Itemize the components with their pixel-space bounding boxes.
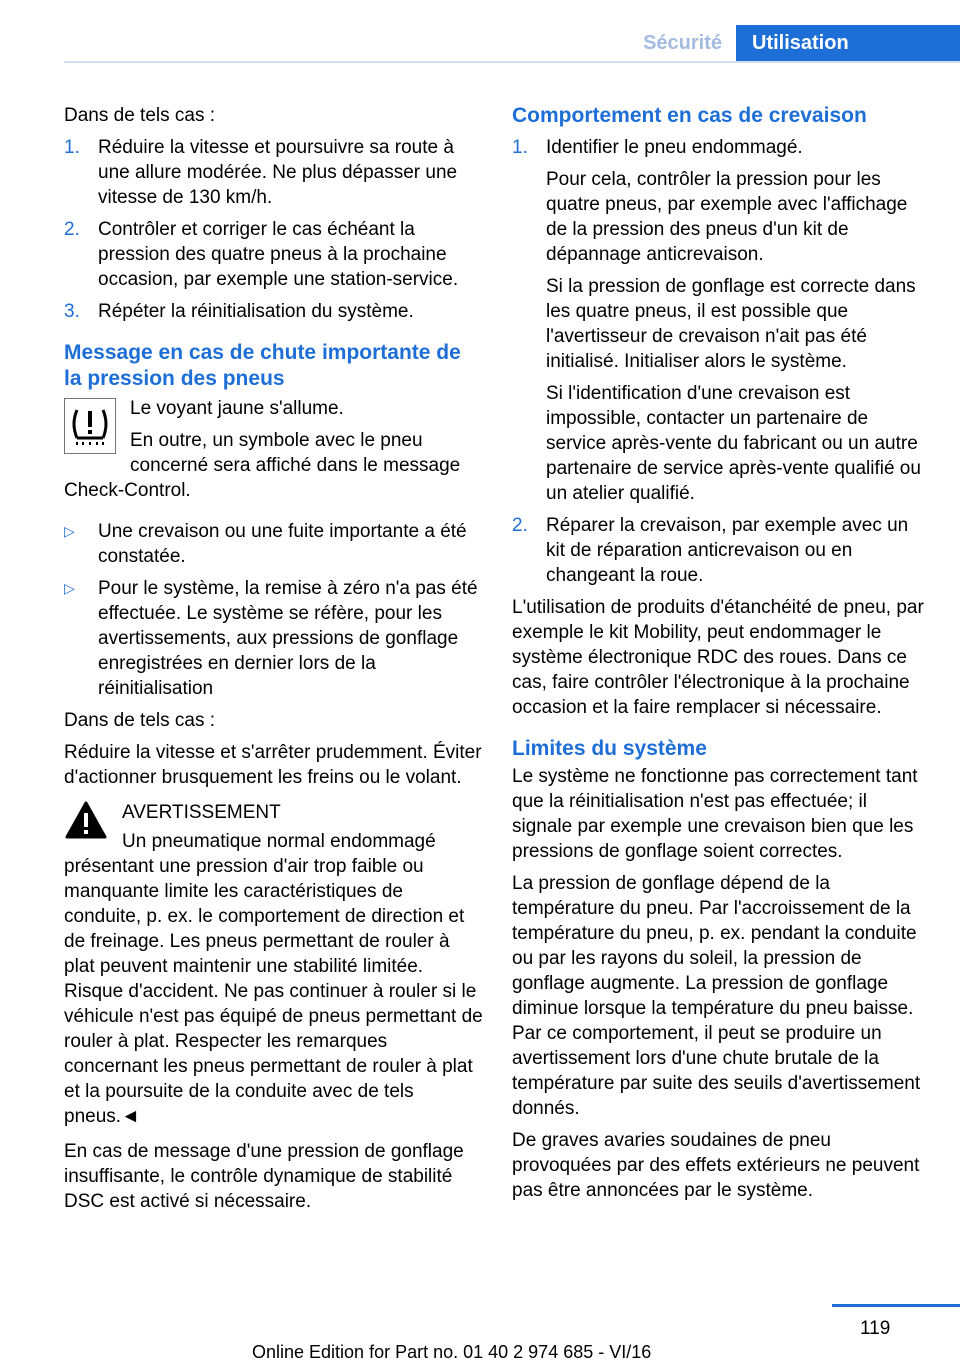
limits-text-2: La pression de gonflage dépend de la température du pneu. Par l'accroissement de la température du pneu, p. ex. pendant la conduite ou par les rayons du soleil, la pression de gonflage augmente. La pression de gonflage diminue lorsque la température du pneu baisse. Par ce comportement, il peut se produire un avertissement lors d'une chute brutale de la température par suite des seuils d'avertissement donnés.: [512, 873, 921, 1119]
list-text: Contrôler et corriger le cas échéant la pression des quatre pneus à la prochaine occasion, par exemple une station-service.: [98, 219, 459, 290]
right-column: [512, 103, 932, 1210]
step-paragraph: Si l'identification d'une crevaison est impossible, contacter un partenaire de service après-vente du fabricant ou un autre partenaire de service après-vente qualifié ou un atelier qualifié.: [546, 383, 921, 504]
sealant-text: L'utilisation de produits d'étanchéité de pneu, par exemple le kit Mobility, peut endommager le système électronique RDC des roues. Dans ce cas, faire contrôler l'électronique à la prochaine occasion et la faire remplacer si nécessaire.: [512, 597, 924, 718]
list-item: [512, 135, 932, 506]
indicator-block: [64, 396, 484, 519]
list-text: [546, 135, 932, 506]
list-number: 3.: [64, 301, 80, 322]
list-item: [512, 513, 932, 588]
reduce-speed-text: Réduire la vitesse et s'arrêter prudemment. Éviter d'actionner brusquement les freins ou le volant.: [64, 742, 482, 788]
triangle-bullet-icon: ▷: [64, 580, 75, 596]
list-item: [64, 217, 484, 292]
step-paragraph: Pour cela, contrôler la pression pour les quatre pneus, par exemple avec l'affichage de la pression des pneus d'un kit de dépannage anticrevaison.: [546, 169, 908, 265]
list-item: [64, 299, 484, 324]
tire-pressure-warning-icon: [64, 398, 116, 454]
left-column: [64, 103, 484, 1221]
list-item: [64, 135, 484, 210]
warning-block: [64, 800, 484, 1129]
indicator-text-1: Le voyant jaune s'allume.: [130, 398, 344, 419]
steps-list: [64, 135, 484, 324]
warning-text: Un pneumatique normal endommagé présentant une pression d'air trop faible ou manquante limite les caractéristiques de conduite, p. ex. le comportement de direction et de freinage. Les pneus permettant de rouler à plat peuvent maintenir une stabilité limitée. Risque d'accident. Ne pas continuer à rouler si le véhicule n'est pas équipé de pneus permettant de rouler à plat. Respecter les remarques concernant les pneus permettant de rouler à plat et la poursuite de la conduite avec de tels pneus.◄: [64, 831, 483, 1127]
step-paragraph: Réparer la crevaison, par exemple avec un kit de réparation anticrevaison ou en changeant la roue.: [546, 515, 909, 586]
limits-text-1: Le système ne fonctionne pas correctement tant que la réinitialisation n'est pas effectuée; il signale par exemple une crevaison bien que les pressions de gonflage soient correctes.: [512, 766, 918, 862]
section-heading-limits: Limites du système: [512, 737, 707, 760]
header-tab-securite: Sécurité: [643, 32, 722, 54]
list-number: 1.: [512, 137, 528, 158]
step-paragraph: Si la pression de gonflage est correcte dans les quatre pneus, il est possible que l'avertisseur de crevaison n'ait pas été initialisé. Initialiser alors le système.: [546, 276, 916, 372]
list-text: Réduire la vitesse et poursuivre sa route à une allure modérée. Ne plus dépasser une vitesse de 130 km/h.: [98, 137, 458, 208]
warning-triangle-icon: [64, 800, 108, 840]
section-heading-puncture: Comportement en cas de crevaison: [512, 104, 867, 127]
page-header: [0, 25, 960, 61]
intro-text: Dans de tels cas :: [64, 105, 216, 126]
page-number: 119: [860, 1318, 891, 1339]
indicator-text-2: En outre, un symbole avec le pneu concerné sera affiché dans le message Check-Control.: [64, 430, 461, 501]
list-text: Répéter la réinitialisation du système.: [98, 301, 414, 322]
list-item: [64, 576, 484, 701]
warning-title: AVERTISSEMENT: [122, 802, 281, 823]
footer-divider: [832, 1304, 960, 1307]
final-text: En cas de message d'une pression de gonflage insuffisante, le contrôle dynamique de stabilité DSC est activé si nécessaire.: [64, 1141, 464, 1212]
triangle-bullet-icon: ▷: [64, 523, 75, 539]
bullet-text: Pour le système, la remise à zéro n'a pas été effectuée. Le système se réfère, pour les avertissements, aux pressions de gonflage enregistrées en dernier lors de la réinitialisation: [98, 578, 478, 699]
list-number: 1.: [64, 137, 80, 158]
bullet-list: [64, 519, 484, 701]
list-number: 2.: [512, 515, 528, 536]
header-tab-utilisation: Utilisation: [736, 25, 960, 61]
step-paragraph: Identifier le pneu endommagé.: [546, 137, 803, 158]
list-text: [546, 513, 932, 588]
bullet-text: Une crevaison ou une fuite importante a été constatée.: [98, 521, 467, 567]
puncture-steps-list: [512, 135, 932, 588]
cases-text: Dans de tels cas :: [64, 710, 216, 731]
list-number: 2.: [64, 219, 80, 240]
edition-footer: Online Edition for Part no. 01 40 2 974 685 - VI/16: [252, 1342, 652, 1362]
list-item: [64, 519, 484, 569]
limits-text-3: De graves avaries soudaines de pneu provoquées par des effets extérieurs ne peuvent pas être annoncées par le système.: [512, 1130, 920, 1201]
header-divider: [64, 61, 960, 63]
section-heading-pressure-drop: Message en cas de chute importante de la pression des pneus: [64, 341, 461, 390]
